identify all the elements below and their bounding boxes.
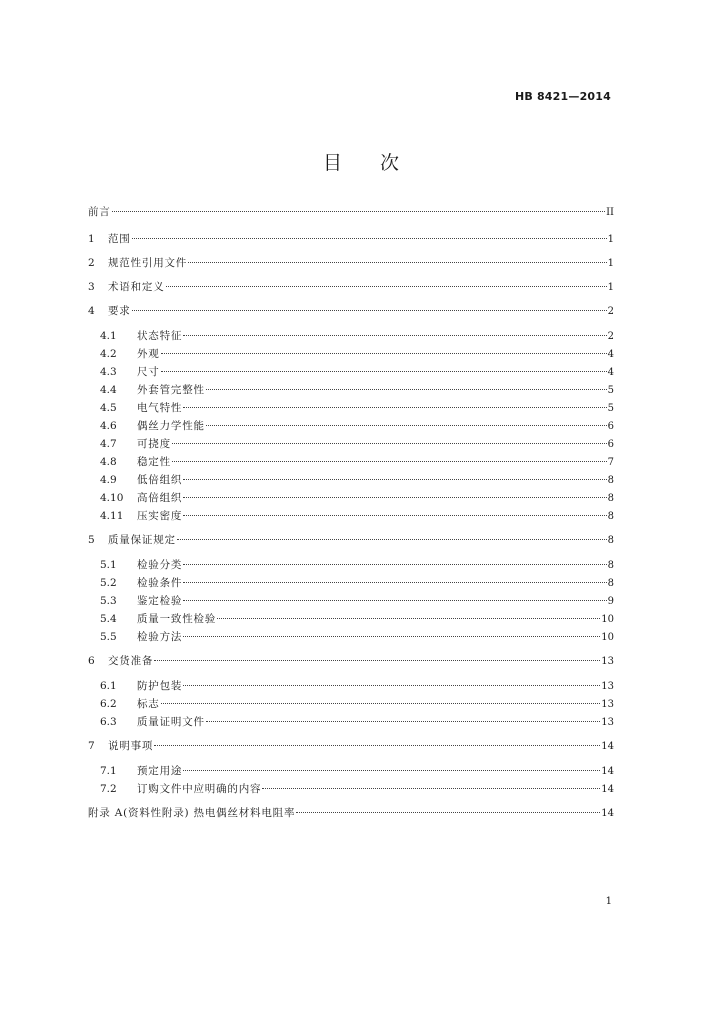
toc-entry-label: 电气特性 [137, 402, 183, 414]
dot-leader [183, 334, 606, 336]
toc-entry-number: 6 [88, 655, 95, 667]
toc-entry-page: 9 [607, 596, 614, 607]
dot-leader [183, 406, 606, 408]
toc-entry-label: 订购文件中应明确的内容 [137, 783, 262, 795]
dot-leader [188, 261, 607, 263]
dot-leader [296, 811, 600, 813]
toc-entry-page: 5 [607, 385, 614, 396]
toc-entry-page: 8 [607, 578, 614, 589]
dot-leader [217, 617, 600, 619]
toc-entry-number: 5.3 [100, 595, 117, 607]
toc-entry-number: 5.4 [100, 613, 117, 625]
toc-entry-number: 1 [88, 233, 95, 245]
toc-entry[interactable] [88, 653, 614, 671]
toc-entry-label: 附录 A(资料性附录) 热电偶丝材料电阻率 [88, 807, 296, 819]
toc-entry-number: 4.10 [100, 492, 124, 504]
toc-entry-page: 1 [607, 258, 614, 269]
toc-entry-page: 14 [601, 741, 614, 752]
toc-entry-label: 稳定性 [137, 456, 171, 468]
toc-entry-number: 6.1 [100, 680, 117, 692]
dot-leader [183, 514, 606, 516]
toc-entry-page: 6 [607, 439, 614, 450]
dot-leader [206, 720, 600, 722]
toc-entry-page: 1 [607, 234, 614, 245]
toc-entry[interactable] [88, 364, 614, 382]
dot-leader [177, 538, 607, 540]
dot-leader [183, 769, 600, 771]
toc-entry-page: 14 [601, 766, 614, 777]
toc-entry-number: 4 [88, 305, 95, 317]
toc-entry[interactable] [88, 678, 614, 696]
dot-leader [206, 388, 607, 390]
standard-code: HB 8421—2014 [514, 90, 611, 103]
toc-entry-label: 尺寸 [137, 366, 160, 378]
dot-leader [183, 581, 606, 583]
toc-entry-number: 5.2 [100, 577, 117, 589]
toc-entry-number: 7 [88, 740, 95, 752]
page-title: 目次 [322, 152, 437, 174]
toc-entry-label: 质量一致性检验 [137, 613, 217, 625]
toc-entry-label: 说明事项 [108, 740, 154, 752]
toc-entry[interactable] [88, 629, 614, 647]
toc-entry-label: 标志 [137, 698, 160, 710]
toc-entry[interactable] [88, 400, 614, 418]
dot-leader [183, 496, 606, 498]
toc-entry-page: 8 [607, 511, 614, 522]
toc-entry[interactable] [88, 418, 614, 436]
toc-entry[interactable] [88, 382, 614, 400]
toc-entry-number: 4.2 [100, 348, 117, 360]
dot-leader [206, 424, 607, 426]
toc-entry-page: 6 [607, 421, 614, 432]
toc-entry-page: 2 [607, 331, 614, 342]
toc-entry[interactable] [88, 436, 614, 454]
toc-entry[interactable] [88, 714, 614, 732]
toc-entry-label: 规范性引用文件 [108, 257, 188, 269]
toc-entry-label: 压实密度 [137, 510, 183, 522]
toc-entry-label: 鉴定检验 [137, 595, 183, 607]
toc-entry-label: 可挠度 [137, 438, 171, 450]
toc-entry-label: 检验分类 [137, 559, 183, 571]
toc-entry-label: 要求 [108, 305, 131, 317]
toc-entry-label: 前言 [88, 206, 111, 218]
dot-leader [172, 460, 607, 462]
page-number: 1 [605, 896, 612, 907]
toc-entry-label: 质量保证规定 [108, 534, 176, 546]
toc-entry-label: 质量证明文件 [137, 716, 205, 728]
toc-entry[interactable] [88, 472, 614, 490]
toc-entry[interactable] [88, 532, 614, 550]
toc-entry-page: 14 [601, 808, 614, 819]
toc-entry-page: II [606, 207, 614, 218]
dot-leader [154, 744, 600, 746]
dot-leader [132, 309, 607, 311]
toc-entry[interactable] [88, 593, 614, 611]
toc-entry-number: 4.4 [100, 384, 117, 396]
toc-entry-page: 13 [601, 717, 614, 728]
dot-leader [172, 442, 607, 444]
dot-leader [183, 684, 600, 686]
toc-entry-number: 4.6 [100, 420, 117, 432]
toc-entry-number: 5.5 [100, 631, 117, 643]
dot-leader [161, 702, 601, 704]
toc-entry[interactable] [88, 611, 614, 629]
toc-entry-page: 1 [607, 282, 614, 293]
toc-entry[interactable] [88, 557, 614, 575]
toc-entry[interactable] [88, 490, 614, 508]
dot-leader [112, 210, 605, 212]
toc-entry-label: 高倍组织 [137, 492, 183, 504]
dot-leader [183, 563, 606, 565]
dot-leader [161, 352, 607, 354]
toc-entry-page: 2 [607, 306, 614, 317]
toc-entry[interactable] [88, 303, 614, 321]
toc-entry-number: 4.8 [100, 456, 117, 468]
toc-entry[interactable] [88, 204, 614, 222]
toc-entry[interactable] [88, 255, 614, 273]
toc-entry-page: 13 [601, 681, 614, 692]
toc-entry-page: 4 [607, 349, 614, 360]
toc-entry-page: 8 [607, 475, 614, 486]
toc-entry-number: 4.7 [100, 438, 117, 450]
toc-entry-page: 5 [607, 403, 614, 414]
dot-leader [154, 659, 600, 661]
toc-entry[interactable] [88, 763, 614, 781]
toc-entry-page: 13 [601, 656, 614, 667]
toc-entry-number: 3 [88, 281, 95, 293]
dot-leader [262, 787, 600, 789]
toc-entry-label: 检验方法 [137, 631, 183, 643]
toc-entry[interactable] [88, 781, 614, 799]
toc-entry-number: 4.3 [100, 366, 117, 378]
toc-entry-number: 5.1 [100, 559, 117, 571]
toc-entry-number: 7.1 [100, 765, 117, 777]
toc-entry-label: 状态特征 [137, 330, 183, 342]
toc-entry[interactable] [88, 738, 614, 756]
toc-entry-number: 6.2 [100, 698, 117, 710]
toc-entry[interactable] [88, 696, 614, 714]
toc-entry[interactable] [88, 231, 614, 249]
toc-entry-label: 术语和定义 [108, 281, 165, 293]
toc-entry[interactable] [88, 805, 614, 823]
dot-leader [183, 599, 606, 601]
toc-entry-number: 5 [88, 534, 95, 546]
toc-entry[interactable] [88, 346, 614, 364]
dot-leader [183, 478, 606, 480]
toc-entry[interactable] [88, 454, 614, 472]
toc-entry-number: 4.11 [100, 510, 124, 522]
toc-entry-number: 4.5 [100, 402, 117, 414]
dot-leader [166, 285, 607, 287]
toc-entry-page: 10 [601, 632, 614, 643]
toc-entry-label: 预定用途 [137, 765, 183, 777]
toc-entry-label: 交货准备 [108, 655, 154, 667]
toc-entry-page: 4 [607, 367, 614, 378]
toc-entry-number: 6.3 [100, 716, 117, 728]
toc-entry[interactable] [88, 508, 614, 526]
toc-entry-page: 7 [607, 457, 614, 468]
toc-entry-label: 低倍组织 [137, 474, 183, 486]
toc-entry-page: 14 [601, 784, 614, 795]
toc-entry-label: 防护包装 [137, 680, 183, 692]
dot-leader [161, 370, 607, 372]
toc-entry-label: 外观 [137, 348, 160, 360]
toc-entry-page: 8 [607, 560, 614, 571]
toc-entry-number: 2 [88, 257, 95, 269]
toc-entry[interactable] [88, 328, 614, 346]
dot-leader [183, 635, 600, 637]
toc-entry-page: 8 [607, 535, 614, 546]
toc-entry-number: 4.9 [100, 474, 117, 486]
toc-entry[interactable] [88, 575, 614, 593]
toc-entry-label: 外套管完整性 [137, 384, 205, 396]
toc-entry[interactable] [88, 279, 614, 297]
toc-entry-label: 偶丝力学性能 [137, 420, 205, 432]
toc-entry-label: 范围 [108, 233, 131, 245]
dot-leader [132, 237, 607, 239]
toc-entry-page: 13 [601, 699, 614, 710]
toc-entry-page: 8 [607, 493, 614, 504]
toc-entry-page: 10 [601, 614, 614, 625]
toc-entry-number: 4.1 [100, 330, 117, 342]
toc-entry-label: 检验条件 [137, 577, 183, 589]
toc-entry-number: 7.2 [100, 783, 117, 795]
